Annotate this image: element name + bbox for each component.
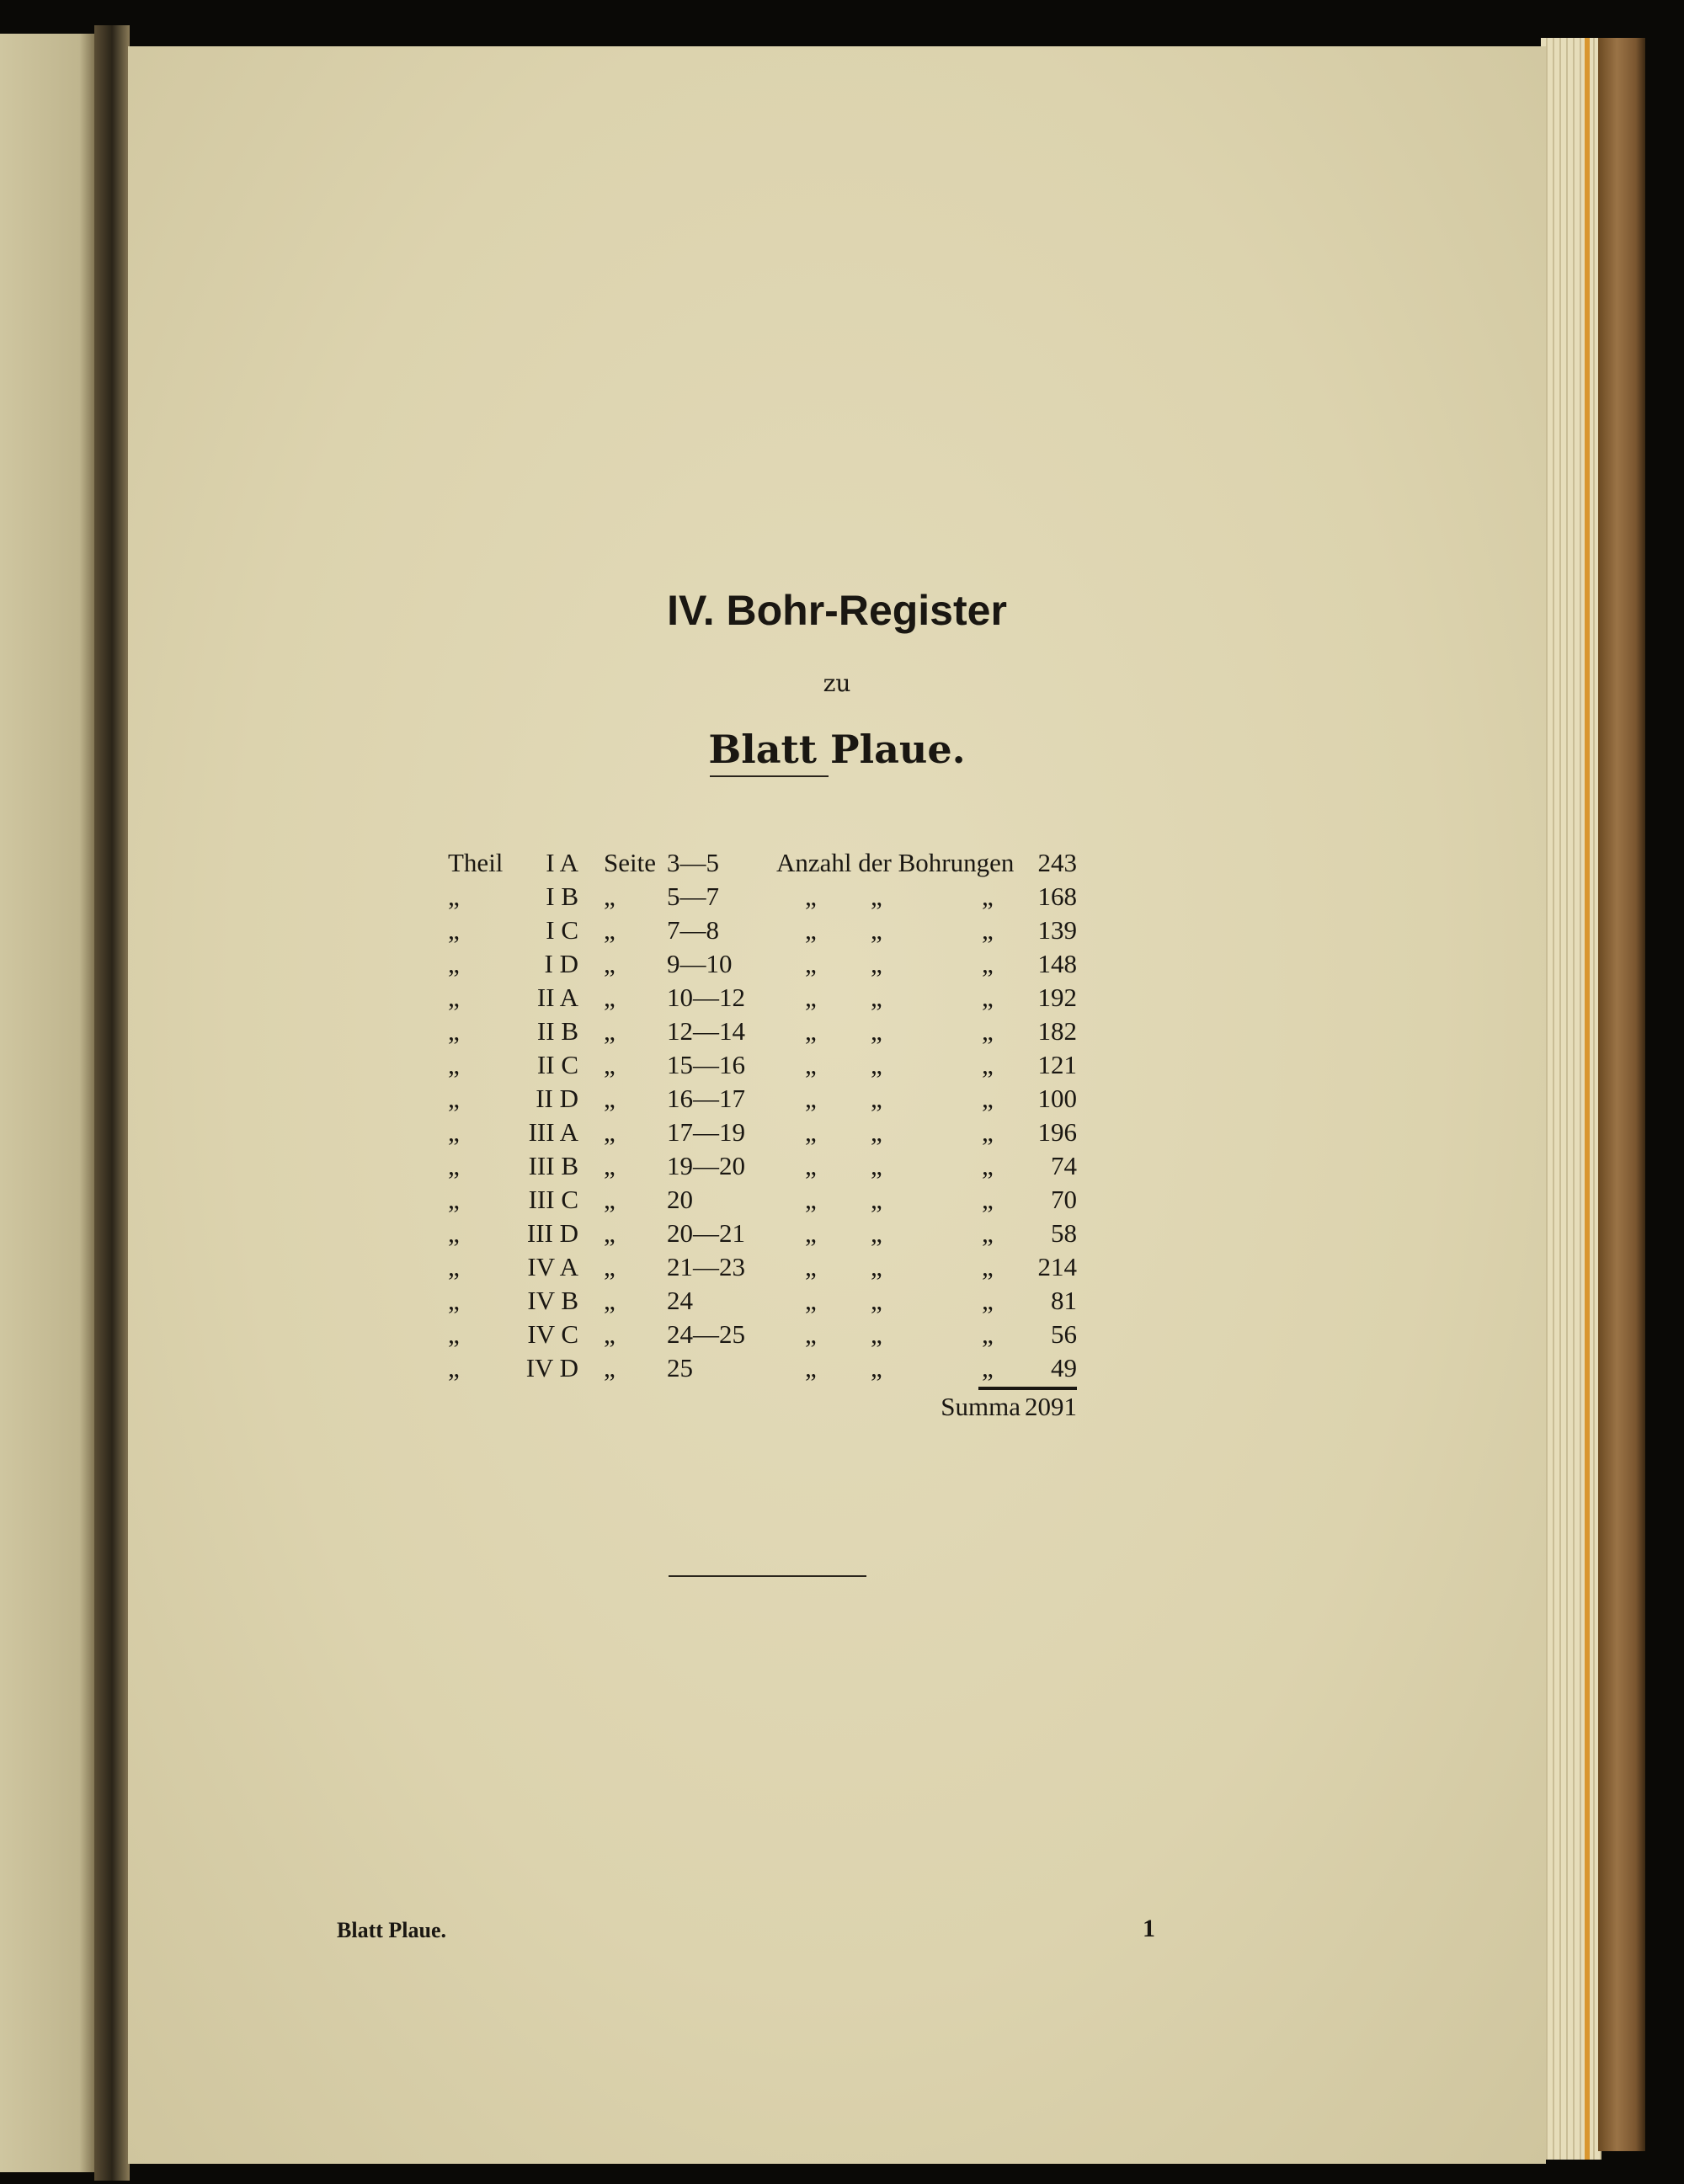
part-cell: III D — [526, 1218, 578, 1248]
ditto-mark: „ — [604, 1319, 616, 1349]
table-row — [448, 1183, 1077, 1217]
ditto-mark: „ — [871, 1353, 882, 1382]
count-cell: 100 — [1037, 1084, 1077, 1113]
ditto-mark: „ — [448, 1050, 460, 1079]
ditto-mark: „ — [871, 949, 882, 978]
part-cell: IV C — [527, 1319, 578, 1349]
part-cell: III B — [528, 1151, 578, 1180]
table-row — [448, 1082, 1077, 1116]
ditto-mark: „ — [982, 1050, 994, 1079]
part-cell: IV D — [525, 1353, 578, 1382]
part-cell: I D — [544, 949, 578, 978]
ditto-mark: „ — [805, 1319, 817, 1349]
ditto-mark: „ — [604, 1185, 616, 1214]
pages-cell: 24 — [667, 1286, 693, 1315]
ditto-mark: „ — [448, 1353, 460, 1382]
ditto-mark: „ — [871, 1151, 882, 1180]
ditto-mark: „ — [982, 1353, 994, 1382]
count-cell: 139 — [1037, 915, 1077, 945]
pages-cell: 25 — [667, 1353, 693, 1382]
part-cell: II C — [536, 1050, 578, 1079]
ditto-mark: „ — [982, 1252, 994, 1281]
ditto-mark: „ — [871, 1117, 882, 1147]
table-row — [448, 1318, 1077, 1351]
count-cell: 56 — [1051, 1319, 1077, 1349]
count-cell: 148 — [1037, 949, 1077, 978]
ditto-mark: „ — [982, 949, 994, 978]
ditto-mark: „ — [805, 1353, 817, 1382]
table-header-row — [448, 846, 1077, 880]
pages-cell: 7—8 — [667, 915, 719, 945]
part-cell: I C — [546, 915, 578, 945]
ditto-mark: „ — [982, 1151, 994, 1180]
ditto-mark: „ — [805, 1016, 817, 1046]
ditto-mark: „ — [604, 1218, 616, 1248]
ditto-mark: „ — [448, 1151, 460, 1180]
pages-cell: 20 — [667, 1185, 693, 1214]
ditto-mark: „ — [982, 915, 994, 945]
count-cell: 81 — [1051, 1286, 1077, 1315]
ditto-mark: „ — [604, 1084, 616, 1113]
ditto-mark: „ — [448, 983, 460, 1012]
divider-bottom — [669, 1575, 866, 1577]
count-cell: 70 — [1051, 1185, 1077, 1214]
pages-cell: 19—20 — [667, 1151, 745, 1180]
divider-top — [710, 775, 829, 777]
table-row — [448, 1250, 1077, 1284]
ditto-mark: „ — [448, 1117, 460, 1147]
table-row — [448, 1217, 1077, 1250]
count-cell: 74 — [1051, 1151, 1077, 1180]
pages-cell: 24—25 — [667, 1319, 745, 1349]
book-cover-edge — [1598, 38, 1645, 2151]
sheet-title: Blatt Plaue. — [708, 727, 966, 772]
ditto-mark: „ — [871, 1185, 882, 1214]
part-cell: I B — [546, 882, 578, 911]
ditto-mark: „ — [448, 1319, 460, 1349]
ditto-mark: „ — [604, 1353, 616, 1382]
ditto-mark: „ — [871, 1084, 882, 1113]
ditto-mark: „ — [448, 1084, 460, 1113]
ditto-mark: „ — [805, 1218, 817, 1248]
ditto-mark: „ — [604, 1050, 616, 1079]
ditto-mark: „ — [604, 882, 616, 911]
table-row — [448, 1351, 1077, 1385]
table-row — [448, 880, 1077, 914]
part-cell: II A — [536, 983, 578, 1012]
count-cell: 121 — [1037, 1050, 1077, 1079]
ditto-mark: „ — [448, 915, 460, 945]
ditto-mark: „ — [871, 915, 882, 945]
ditto-mark: „ — [871, 983, 882, 1012]
ditto-mark: „ — [805, 915, 817, 945]
ditto-mark: „ — [448, 1252, 460, 1281]
pages-cell: 15—16 — [667, 1050, 745, 1079]
count-cell: 58 — [1051, 1218, 1077, 1248]
pages-cell: 17—19 — [667, 1117, 745, 1147]
ditto-mark: „ — [871, 1050, 882, 1079]
ditto-mark: „ — [982, 1117, 994, 1147]
ditto-mark: „ — [871, 882, 882, 911]
pages-cell: 20—21 — [667, 1218, 745, 1248]
ditto-mark: „ — [604, 1117, 616, 1147]
ditto-mark: „ — [604, 1151, 616, 1180]
count-cell: 214 — [1037, 1252, 1077, 1281]
count-cell: 49 — [1051, 1353, 1077, 1382]
total-value: 2091 — [1025, 1392, 1077, 1421]
ditto-mark: „ — [448, 1286, 460, 1315]
ditto-mark: „ — [805, 1151, 817, 1180]
ditto-mark: „ — [448, 882, 460, 911]
table-row — [448, 1149, 1077, 1183]
ditto-mark: „ — [871, 1016, 882, 1046]
ditto-mark: „ — [871, 1218, 882, 1248]
ditto-mark: „ — [982, 1016, 994, 1046]
table-row — [448, 914, 1077, 947]
ditto-mark: „ — [982, 983, 994, 1012]
part-cell: II B — [536, 1016, 578, 1046]
previous-page-edge — [0, 34, 99, 2172]
document-page — [128, 46, 1546, 2164]
table-row — [448, 947, 1077, 981]
total-row — [448, 1390, 1077, 1424]
ditto-mark: „ — [448, 1016, 460, 1046]
ditto-mark: „ — [805, 1185, 817, 1214]
count-label: Anzahl der Bohrungen — [776, 848, 1015, 877]
pages-cell: 5—7 — [667, 882, 719, 911]
page-number: 1 — [1143, 1915, 1155, 1942]
table-row — [448, 981, 1077, 1015]
page-edge-orange — [1585, 38, 1590, 2160]
seite-label: Seite — [604, 848, 656, 877]
table-row — [448, 1048, 1077, 1082]
pages-cell: 3—5 — [667, 848, 719, 877]
ditto-mark: „ — [604, 1016, 616, 1046]
table-row — [448, 1284, 1077, 1318]
footer-sheet: Blatt Plaue. — [337, 1918, 446, 1942]
part-cell: II D — [536, 1084, 578, 1113]
pages-cell: 12—14 — [667, 1016, 745, 1046]
pages-cell: 9—10 — [667, 949, 733, 978]
pages-cell: 10—12 — [667, 983, 745, 1012]
ditto-mark: „ — [982, 1319, 994, 1349]
ditto-mark: „ — [805, 1117, 817, 1147]
ditto-mark: „ — [448, 1218, 460, 1248]
ditto-mark: „ — [604, 983, 616, 1012]
ditto-mark: „ — [805, 949, 817, 978]
count-cell: 168 — [1037, 882, 1077, 911]
page-edges — [1541, 38, 1601, 2160]
count-cell: 196 — [1037, 1117, 1077, 1147]
part-cell: III A — [528, 1117, 578, 1147]
part-cell: I A — [546, 848, 578, 877]
ditto-mark: „ — [604, 915, 616, 945]
ditto-mark: „ — [805, 1084, 817, 1113]
ditto-mark: „ — [982, 1218, 994, 1248]
ditto-mark: „ — [805, 983, 817, 1012]
ditto-mark: „ — [604, 1252, 616, 1281]
pages-cell: 16—17 — [667, 1084, 745, 1113]
part-cell: III C — [528, 1185, 578, 1214]
ditto-mark: „ — [604, 949, 616, 978]
count-cell: 243 — [1037, 848, 1077, 877]
ditto-mark: „ — [871, 1319, 882, 1349]
ditto-mark: „ — [448, 949, 460, 978]
theil-label: Theil — [448, 848, 504, 877]
ditto-mark: „ — [982, 1084, 994, 1113]
ditto-mark: „ — [448, 1185, 460, 1214]
part-cell: IV B — [527, 1286, 578, 1315]
ditto-mark: „ — [982, 882, 994, 911]
table-row — [448, 1015, 1077, 1048]
part-cell: IV A — [527, 1252, 578, 1281]
table-body — [448, 880, 1077, 1385]
ditto-mark: „ — [805, 882, 817, 911]
total-label: Summa — [941, 1392, 1021, 1421]
register-table — [448, 846, 1077, 1424]
count-cell: 192 — [1037, 983, 1077, 1012]
book-gutter — [94, 25, 130, 2181]
page-title: IV. Bohr-Register — [667, 587, 1007, 634]
ditto-mark: „ — [805, 1286, 817, 1315]
ditto-mark: „ — [604, 1286, 616, 1315]
ditto-mark: „ — [982, 1185, 994, 1214]
ditto-mark: „ — [871, 1286, 882, 1315]
connector-text: zu — [823, 669, 851, 697]
pages-cell: 21—23 — [667, 1252, 745, 1281]
ditto-mark: „ — [982, 1286, 994, 1315]
count-cell: 182 — [1037, 1016, 1077, 1046]
ditto-mark: „ — [871, 1252, 882, 1281]
table-row — [448, 1116, 1077, 1149]
ditto-mark: „ — [805, 1252, 817, 1281]
ditto-mark: „ — [805, 1050, 817, 1079]
